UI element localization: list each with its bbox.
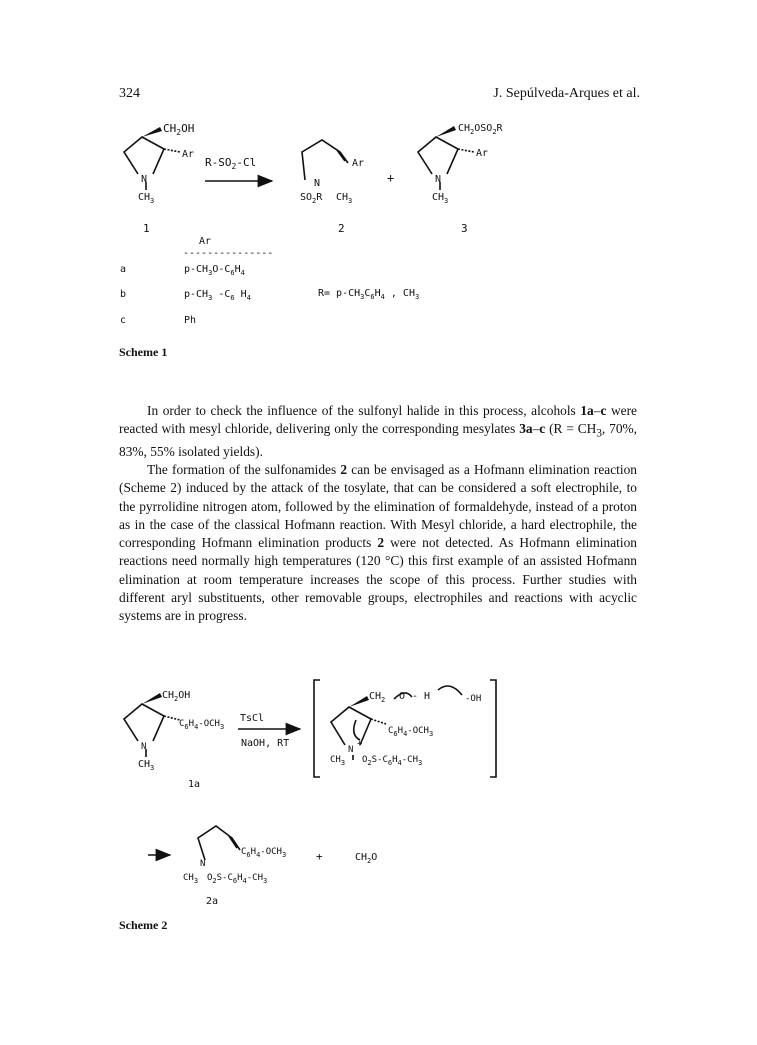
compound-3-ch2oso2r: $CH_2OSO_2R$ bbox=[458, 123, 503, 136]
compound-1-structure bbox=[124, 127, 180, 190]
intermediate-n-plus: + bbox=[357, 739, 363, 749]
compound-3-structure bbox=[418, 126, 474, 190]
ar-table-rule: --------------- bbox=[183, 248, 274, 259]
r-definition: $R= p-CH_3C_6H_4$ , $CH_3$ bbox=[318, 288, 420, 301]
stereo-wedge bbox=[142, 127, 162, 137]
compound-2a-aryl: $C_6H_4-OCH_3$ bbox=[241, 847, 287, 859]
formaldehyde: $CH_2O$ bbox=[355, 852, 378, 865]
scheme-1-reagent: $R-SO_2-Cl$ bbox=[205, 156, 257, 171]
scheme-1-caption: Scheme 1 bbox=[119, 345, 168, 359]
intermediate-ch2: $CH_2$ bbox=[369, 691, 386, 704]
intermediate-n: N bbox=[348, 745, 354, 755]
compound-1a-aryl: $C_6H_4-OCH_3$ bbox=[179, 719, 225, 731]
row-b-value: $p-CH_3$ $-C_6$ $H_4$ bbox=[184, 289, 251, 302]
compound-2-structure bbox=[302, 140, 348, 180]
compound-2-ch3: $CH_3$ bbox=[336, 192, 353, 205]
intermediate-aryl: $C_6H_4-OCH_3$ bbox=[388, 726, 434, 738]
compound-1a-ch3: $CH_3$ bbox=[138, 759, 155, 772]
stereo-wedge bbox=[436, 126, 456, 137]
running-head: J. Sepúlveda-Arques et al. bbox=[493, 86, 640, 101]
row-a-key: a bbox=[120, 264, 127, 275]
compound-1a-ch2oh: $CH_2OH$ bbox=[162, 690, 191, 703]
compound-1-ch3: $CH_3$ bbox=[138, 192, 155, 205]
hydroxide: -OH bbox=[465, 694, 482, 704]
compound-3-ch3: $CH_3$ bbox=[432, 192, 449, 205]
bracket-right bbox=[490, 680, 496, 777]
scheme-2-reagent-bottom: NaOH, RT bbox=[241, 738, 290, 749]
intermediate-tosyl: $O_2S-C_6H_4-CH_3$ bbox=[362, 755, 423, 767]
compound-2a-structure bbox=[198, 826, 240, 860]
row-b-key: b bbox=[120, 289, 127, 300]
compound-2-label: 2 bbox=[338, 222, 345, 235]
scheme-2-plus: + bbox=[316, 850, 323, 863]
row-a-value: $p-CH_3O-C_6H_4$ bbox=[184, 264, 245, 277]
paragraph-2: The formation of the sulfonamides 2 can be envisaged as a Hofmann elimination reaction (Scheme 2) induced by the attack of the tosylate, that can be considered a soft electrophile, to the pyrrolidine nitrogen atom, followed by the elimination of formaldehyde, instead of a proton as in the case of the classical Hofmann reaction. With Mesyl chloride, a hard electrophile, the corresponding Hofmann elimination products 2 were not detected. As Hofmann elimination reactions need normally high temperatures (120 °C) this first example of an assisted Hofmann elimination at room temperature increases the scope of this process. Further studies with different aryl substituents, other removable groups, electrophiles and reactions with acyclic systems are in progress. bbox=[119, 462, 637, 623]
stereo-hash bbox=[164, 149, 180, 152]
compound-2-so2r: $SO_2R$ bbox=[300, 192, 323, 205]
compound-3-label: 3 bbox=[461, 222, 468, 235]
compound-1-ar: Ar bbox=[182, 149, 195, 160]
compound-1a-structure bbox=[124, 693, 180, 757]
ar-table-header: Ar bbox=[199, 236, 212, 247]
stereo-wedge bbox=[142, 693, 162, 704]
compound-2a-label: 2a bbox=[206, 896, 219, 907]
stereo-hash bbox=[164, 716, 180, 720]
compound-2a-ch3: $CH_3$ bbox=[183, 873, 199, 885]
compound-1-label: 1 bbox=[143, 222, 150, 235]
intermediate-h: - H bbox=[412, 691, 431, 702]
compound-3-ar: Ar bbox=[476, 148, 489, 159]
compound-1-ch2oh: $CH_2OH$ bbox=[163, 122, 195, 137]
compound-2a-tosyl: $O_2S-C_6H_4-CH_3$ bbox=[207, 873, 268, 885]
scheme-1-plus: + bbox=[387, 171, 395, 185]
bracket-left bbox=[314, 680, 320, 777]
intermediate-ch3: $CH_3$ bbox=[330, 755, 346, 767]
row-c-key: c bbox=[120, 315, 127, 326]
page-number: 324 bbox=[119, 86, 140, 101]
compound-1a-n: N bbox=[141, 742, 147, 752]
compound-3-n: N bbox=[435, 174, 442, 185]
row-c-value: Ph bbox=[184, 315, 197, 326]
compound-1a-label: 1a bbox=[188, 779, 201, 790]
paragraph-1: In order to check the influence of the sulfonyl halide in this process, alcohols 1a–c were reacted with mesyl chloride, delivering only the corresponding mesylates 3a–c ($R = CH_3$, 70%, 83%, 55% isolated yields). bbox=[119, 403, 638, 460]
compound-2-ar: Ar bbox=[352, 158, 365, 169]
intermediate-o: O bbox=[399, 691, 406, 702]
compound-2a-n: N bbox=[200, 859, 206, 869]
compound-1-n: N bbox=[141, 174, 148, 185]
scheme-2-caption: Scheme 2 bbox=[119, 918, 168, 932]
scheme-2-reagent-top: TsCl bbox=[240, 713, 265, 724]
stereo-hash bbox=[458, 149, 474, 152]
compound-2-n: N bbox=[314, 178, 321, 189]
body-text bbox=[119, 402, 637, 625]
